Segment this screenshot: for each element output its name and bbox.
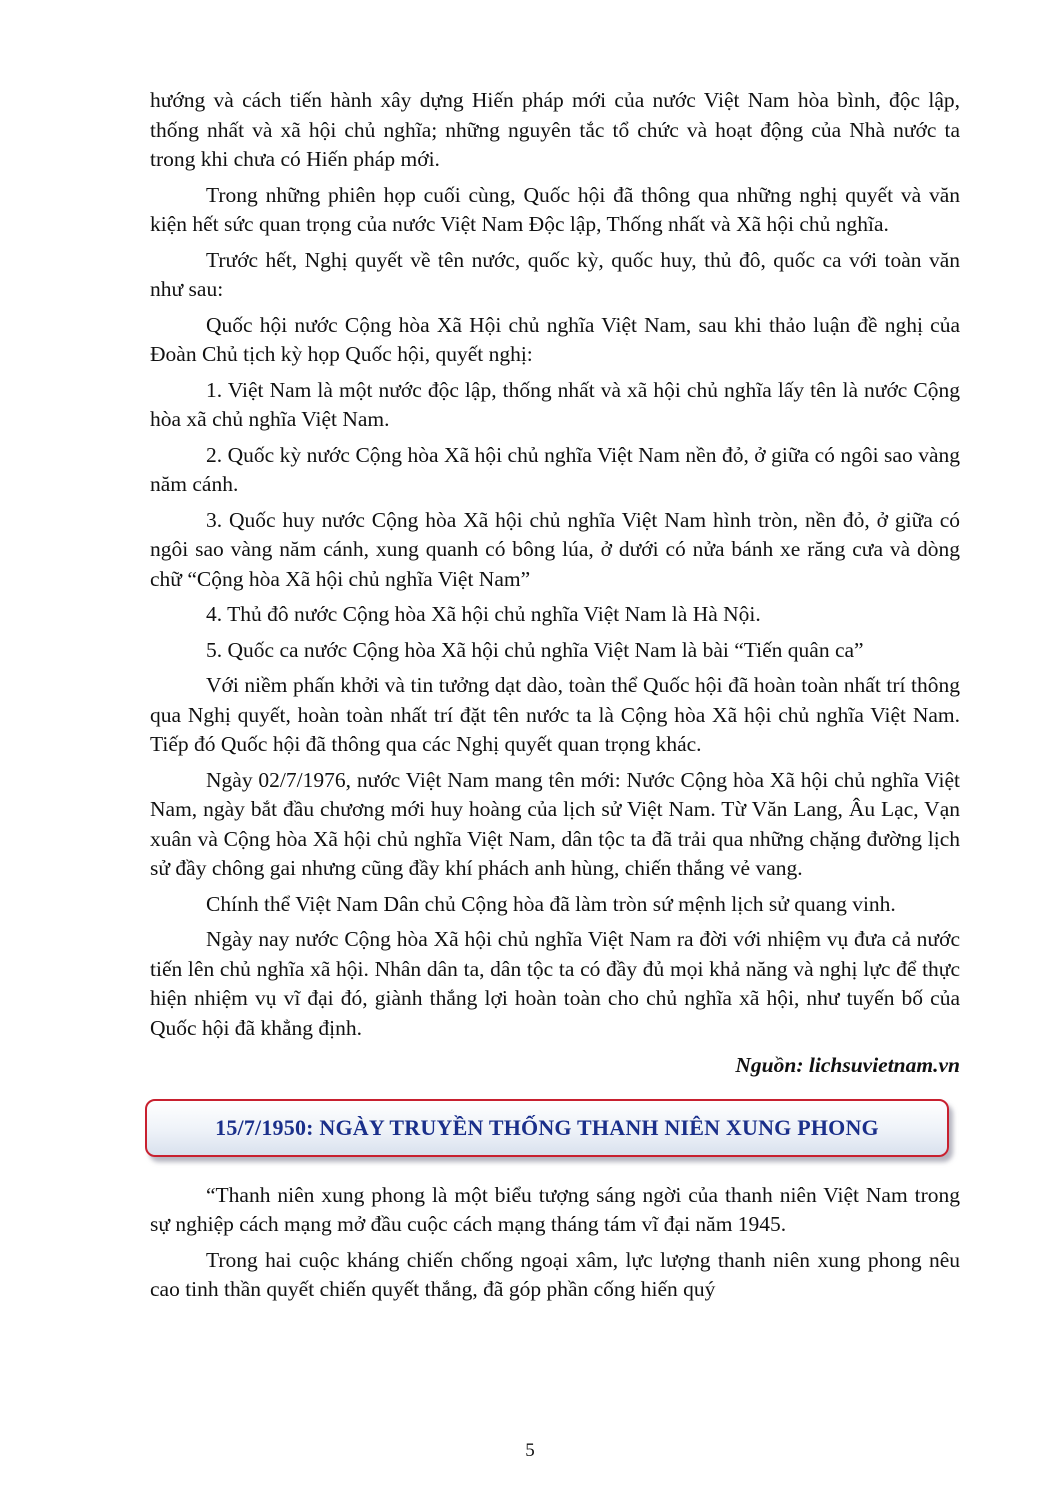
source-citation: Nguồn: lichsuvietnam.vn <box>735 1053 960 1077</box>
paragraph: 5. Quốc ca nước Cộng hòa Xã hội chủ nghĩa Việt Nam là bài “Tiến quân ca” <box>206 637 864 662</box>
paragraph: 1. Việt Nam là một nước độc lập, thống nhất và xã hội chủ nghĩa lấy tên là nước Cộng hòa xã chủ nghĩa Việt Nam. <box>150 377 960 431</box>
section-title: 15/7/1950: NGÀY TRUYỀN THỐNG THANH NIÊN XUNG PHONG <box>215 1114 879 1140</box>
page-body <box>150 86 960 1311</box>
article-body-top <box>150 86 960 1043</box>
paragraph: Trong hai cuộc kháng chiến chống ngoại xâm, lực lượng thanh niên xung phong nêu cao tinh thần quyết chiến quyết thắng, đã góp phần cống hiến quý <box>150 1247 960 1301</box>
paragraph: Ngày 02/7/1976, nước Việt Nam mang tên mới: Nước Cộng hòa Xã hội chủ nghĩa Việt Nam, ngày bắt đầu chương mới huy hoàng của lịch sử Việt Nam. Từ Văn Lang, Âu Lạc, Vạn xuân và Cộng hòa Xã hội chủ nghĩa Việt Nam, dân tộc ta đã trải qua những chặng đường lịch sử đầy chông gai nhưng cũng đầy khí phách anh hùng, chiến thắng vẻ vang. <box>150 767 960 880</box>
paragraph: Ngày nay nước Cộng hòa Xã hội chủ nghĩa Việt Nam ra đời với nhiệm vụ đưa cả nước tiến lên chủ nghĩa xã hội. Nhân dân ta, dân tộc ta có đầy đủ mọi khả năng và nghị lực để thực hiện nhiệm vụ vĩ đại đó, giành thắng lợi hoàn toàn cho chủ nghĩa xã hội, như tuyến bố của Quốc hội đã khẳng định. <box>150 927 960 1040</box>
paragraph: Quốc hội nước Cộng hòa Xã Hội chủ nghĩa Việt Nam, sau khi thảo luận đề nghị của Đoàn Chủ tịch kỳ họp Quốc hội, quyết nghị: <box>150 312 960 366</box>
paragraph: 4. Thủ đô nước Cộng hòa Xã hội chủ nghĩa Việt Nam là Hà Nội. <box>206 602 761 626</box>
paragraph: Trước hết, Nghị quyết về tên nước, quốc kỳ, quốc huy, thủ đô, quốc ca với toàn văn như sau: <box>150 247 960 301</box>
article-body-bottom <box>150 1181 960 1305</box>
section-banner <box>145 1099 949 1157</box>
paragraph: “Thanh niên xung phong là một biểu tượng sáng ngời của thanh niên Việt Nam trong sự nghiệp cách mạng mở đầu cuộc cách mạng tháng tám vĩ đại năm 1945. <box>150 1182 960 1236</box>
paragraph: 3. Quốc huy nước Cộng hòa Xã hội chủ nghĩa Việt Nam hình tròn, nền đỏ, ở giữa có ngôi sao vàng năm cánh, xung quanh có bông lúa, ở dưới có nửa bánh xe răng cưa và dòng chữ “Cộng hòa Xã hội chủ nghĩa Việt Nam” <box>150 507 960 591</box>
paragraph: hướng và cách tiến hành xây dựng Hiến pháp mới của nước Việt Nam hòa bình, độc lập, thống nhất và xã hội chủ nghĩa; những nguyên tắc tổ chức và hoạt động của Nhà nước ta trong khi chưa có Hiến pháp mới. <box>150 88 960 171</box>
page-number: 5 <box>525 1440 535 1461</box>
paragraph: Với niềm phấn khởi và tin tưởng dạt dào, toàn thể Quốc hội đã hoàn toàn nhất trí thông qua Nghị quyết, hoàn toàn nhất trí đặt tên nước ta là Cộng hòa Xã hội chủ nghĩa Việt Nam. Tiếp đó Quốc hội đã thông qua các Nghị quyết quan trọng khác. <box>150 673 960 756</box>
paragraph: Trong những phiên họp cuối cùng, Quốc hội đã thông qua những nghị quyết và văn kiện hết sức quan trọng của nước Việt Nam Độc lập, Thống nhất và Xã hội chủ nghĩa. <box>150 182 960 236</box>
paragraph: Chính thể Việt Nam Dân chủ Cộng hòa đã làm tròn sứ mệnh lịch sử quang vinh. <box>206 891 896 916</box>
paragraph: 2. Quốc kỳ nước Cộng hòa Xã hội chủ nghĩa Việt Nam nền đỏ, ở giữa có ngôi sao vàng năm cánh. <box>150 442 960 496</box>
